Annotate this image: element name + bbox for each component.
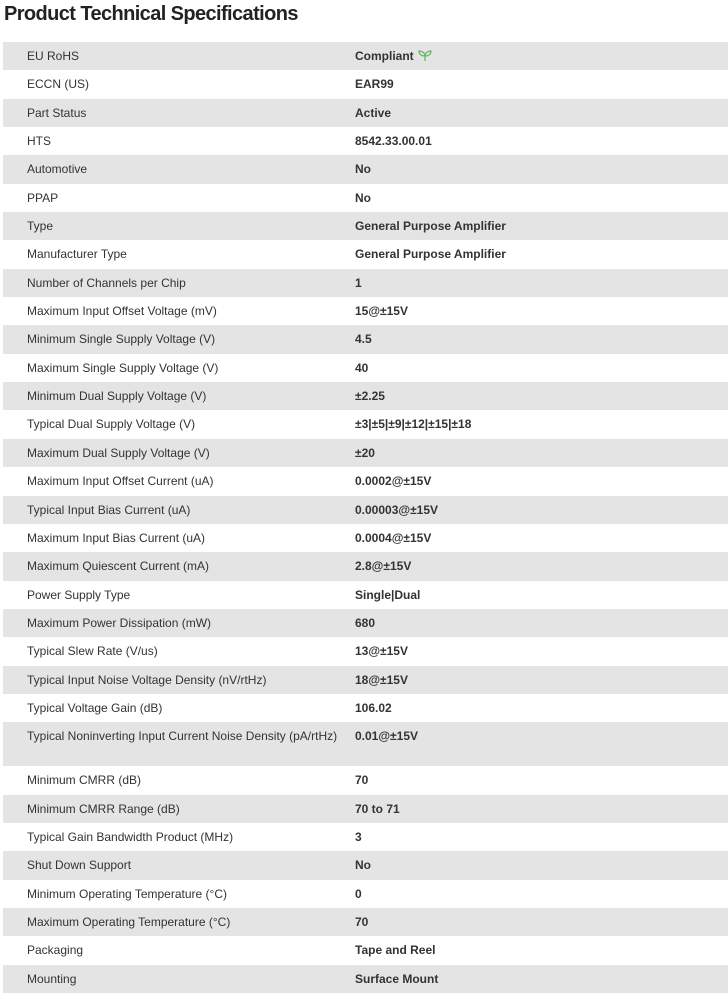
spec-value: 0.00003@±15V bbox=[355, 502, 439, 517]
page-title: Product Technical Specifications bbox=[4, 3, 298, 25]
spec-row bbox=[3, 694, 728, 722]
spec-name: Maximum Input Offset Voltage (mV) bbox=[27, 304, 217, 319]
spec-value: Single|Dual bbox=[355, 587, 421, 602]
spec-row bbox=[3, 184, 728, 212]
spec-row bbox=[3, 382, 728, 410]
spec-row bbox=[3, 908, 728, 936]
spec-name: Maximum Single Supply Voltage (V) bbox=[27, 360, 219, 375]
spec-value: No bbox=[355, 162, 371, 177]
spec-value: 2.8@±15V bbox=[355, 559, 412, 574]
spec-name: Minimum Dual Supply Voltage (V) bbox=[27, 389, 207, 404]
spec-value: 70 to 71 bbox=[355, 801, 400, 816]
spec-name: Maximum Input Bias Current (uA) bbox=[27, 530, 206, 545]
spec-row bbox=[3, 666, 728, 694]
spec-row bbox=[3, 467, 728, 495]
spec-value: 4.5 bbox=[355, 332, 372, 347]
spec-name: Maximum Power Dissipation (mW) bbox=[27, 615, 212, 630]
spec-value: 8542.33.00.01 bbox=[355, 134, 432, 149]
spec-value: General Purpose Amplifier bbox=[355, 247, 506, 262]
spec-value: ±3|±5|±9|±12|±15|±18 bbox=[355, 417, 472, 432]
spec-row bbox=[3, 496, 728, 524]
spec-row bbox=[3, 880, 728, 908]
spec-name: Minimum Single Supply Voltage (V) bbox=[27, 332, 216, 347]
spec-value: Compliant bbox=[355, 49, 414, 63]
spec-row bbox=[3, 851, 728, 879]
spec-name: Power Supply Type bbox=[27, 587, 131, 602]
spec-row bbox=[3, 269, 728, 297]
spec-row bbox=[3, 609, 728, 637]
spec-value: 1 bbox=[355, 275, 362, 290]
spec-name: Typical Voltage Gain (dB) bbox=[27, 700, 163, 715]
spec-value: 680 bbox=[355, 615, 376, 630]
spec-value: 0.01@±15V bbox=[355, 729, 418, 744]
spec-name: Typical Gain Bandwidth Product (MHz) bbox=[27, 829, 234, 844]
spec-row bbox=[3, 127, 728, 155]
spec-value: 15@±15V bbox=[355, 304, 408, 319]
spec-value: 13@±15V bbox=[355, 644, 408, 659]
spec-row bbox=[3, 552, 728, 580]
spec-row bbox=[3, 240, 728, 268]
spec-name: Typical Input Bias Current (uA) bbox=[27, 502, 191, 517]
spec-value: No bbox=[355, 858, 371, 873]
spec-name: Typical Noninverting Input Current Noise Density (pA/rtHz) bbox=[27, 729, 338, 744]
spec-value: EAR99 bbox=[355, 77, 394, 92]
spec-row bbox=[3, 439, 728, 467]
spec-value: ±2.25 bbox=[355, 389, 385, 404]
spec-row bbox=[3, 795, 728, 823]
spec-row bbox=[3, 354, 728, 382]
spec-value: 40 bbox=[355, 360, 369, 375]
spec-value: 70 bbox=[355, 773, 369, 788]
spec-row bbox=[3, 212, 728, 240]
spec-name: Maximum Quiescent Current (mA) bbox=[27, 559, 210, 574]
spec-value: 3 bbox=[355, 829, 362, 844]
spec-name: Type bbox=[27, 219, 54, 234]
spec-name: Shut Down Support bbox=[27, 858, 132, 873]
spec-name: Minimum Operating Temperature (°C) bbox=[27, 886, 227, 901]
spec-name: EU RoHS bbox=[27, 49, 80, 63]
spec-name: Typical Dual Supply Voltage (V) bbox=[27, 417, 196, 432]
spec-name: Manufacturer Type bbox=[27, 247, 127, 262]
spec-name: Maximum Operating Temperature (°C) bbox=[27, 914, 231, 929]
spec-row bbox=[3, 99, 728, 127]
spec-row bbox=[3, 70, 728, 98]
spec-name: Minimum CMRR Range (dB) bbox=[27, 801, 180, 816]
spec-value: General Purpose Amplifier bbox=[355, 219, 506, 234]
spec-row bbox=[3, 936, 728, 964]
spec-name: Number of Channels per Chip bbox=[27, 275, 186, 290]
spec-name: Packaging bbox=[27, 943, 84, 958]
spec-row bbox=[3, 410, 728, 438]
spec-value: 18@±15V bbox=[355, 672, 408, 687]
spec-row bbox=[3, 965, 728, 993]
leaf-icon bbox=[418, 50, 432, 62]
spec-name: Mounting bbox=[27, 971, 77, 986]
spec-name: Automotive bbox=[27, 162, 88, 177]
spec-value: ±20 bbox=[355, 445, 375, 460]
spec-value: Active bbox=[355, 105, 392, 120]
spec-value: 0.0004@±15V bbox=[355, 530, 432, 545]
spec-name: Part Status bbox=[27, 105, 87, 120]
spec-value: 0.0002@±15V bbox=[355, 474, 432, 489]
spec-row bbox=[3, 155, 728, 183]
spec-row bbox=[3, 297, 728, 325]
spec-name: Typical Input Noise Voltage Density (nV/rtHz) bbox=[27, 672, 267, 687]
spec-row bbox=[3, 325, 728, 353]
spec-value: 70 bbox=[355, 914, 369, 929]
spec-value: No bbox=[355, 190, 371, 205]
spec-value: 0 bbox=[355, 886, 362, 901]
spec-name: HTS bbox=[27, 134, 51, 149]
spec-name: Typical Slew Rate (V/us) bbox=[27, 644, 158, 659]
spec-name: Maximum Dual Supply Voltage (V) bbox=[27, 445, 210, 460]
spec-row bbox=[3, 722, 728, 766]
spec-row bbox=[3, 524, 728, 552]
spec-name: ECCN (US) bbox=[27, 77, 89, 92]
spec-row bbox=[3, 42, 728, 70]
spec-name: PPAP bbox=[27, 190, 59, 205]
spec-name: Minimum CMRR (dB) bbox=[27, 773, 141, 788]
spec-row bbox=[3, 581, 728, 609]
spec-value: Surface Mount bbox=[355, 971, 439, 986]
spec-value: 106.02 bbox=[355, 700, 392, 715]
spec-row bbox=[3, 823, 728, 851]
spec-name: Maximum Input Offset Current (uA) bbox=[27, 474, 214, 489]
spec-value: Tape and Reel bbox=[355, 943, 436, 958]
spec-table bbox=[3, 42, 728, 993]
spec-row bbox=[3, 766, 728, 794]
spec-row bbox=[3, 637, 728, 665]
